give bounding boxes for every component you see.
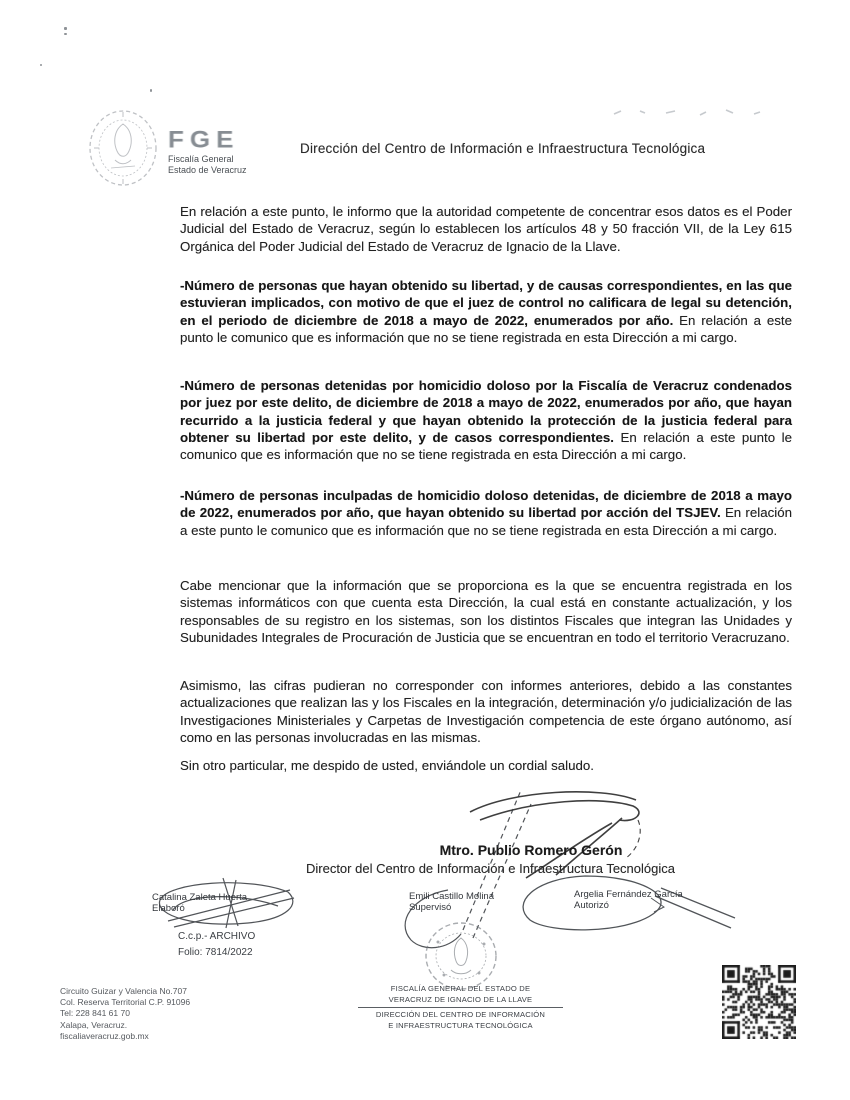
logo-name-line1: Fiscalía General xyxy=(168,154,234,164)
signoff-role: Autorizó xyxy=(574,900,609,911)
page-title: Dirección del Centro de Información e Infraestructura Tecnológica xyxy=(300,141,706,156)
paragraph-bold: -Número de personas inculpadas de homicidio doloso detenidas, de diciembre de 2018 a mayo de 2022, enumerados por año, que hayan obtenido su libertad por acción del TSJEV. xyxy=(180,488,792,521)
paragraph-text: En relación a este punto le comunico que es información que no se tiene registrada en esta Dirección a mi cargo. xyxy=(180,505,792,538)
folio-line: Folio: 7814/2022 xyxy=(178,947,253,958)
official-stamp-seal-icon xyxy=(418,920,504,992)
signoff-name: Emili Castillo Molina xyxy=(409,891,494,902)
paragraph-text: En relación a este punto le comunico que es información que no se tiene registrada en esta Dirección a mi cargo. xyxy=(180,312,792,345)
qr-code-icon xyxy=(722,965,796,1039)
paragraph-bold: -Número de personas que hayan obtenido su libertad, y de causas correspondientes, en las que estuvieran implicados, con motivo de que el juez de control no calificara de legal su detención, en el periodo de diciembre de 2018 a mayo de 2022, enumerados por año. xyxy=(180,278,792,328)
paragraph-closing xyxy=(180,757,792,774)
signoff-name: Argelia Fernández García xyxy=(574,889,683,900)
official-stamp-text xyxy=(358,984,563,1031)
footer-address xyxy=(60,986,190,1042)
fge-seal-icon xyxy=(84,104,162,192)
paragraph-text: Sin otro particular, me despido de usted, enviándole un cordial saludo. xyxy=(180,758,594,773)
signoff-elaboro xyxy=(152,892,247,914)
signoff-autorizo xyxy=(574,889,683,911)
paragraph-request-1 xyxy=(180,277,792,346)
stamp-line3: DIRECCIÓN DEL CENTRO DE INFORMACIÓN xyxy=(375,1010,546,1020)
paragraph-intro xyxy=(180,203,792,255)
signoff-name: Catalina Zaleta Huerta xyxy=(152,892,248,903)
paragraph-request-3 xyxy=(180,487,792,539)
paragraph-text: En relación a este punto, le informo que la autoridad competente de concentrar esos datos es el Poder Judicial del Estado de Veracruz, según lo establecen los artículos 48 y 50 fracción VII, de la Ley 615 Orgánica del Poder Judicial del Estado de Veracruz de Ignacio de la Llave. xyxy=(180,204,792,254)
logo-name-line2: Estado de Veracruz xyxy=(168,164,247,175)
paragraph-bold: -Número de personas detenidas por homicidio doloso por la Fiscalía de Veracruz condenados por juez por este delito, de diciembre de 2018 a mayo de 2022, enumerados por año, que hayan recurrido a la justicia federal y que hayan obtenido la protección de la justicia federal para obtener su libertad por este delito, y de casos correspondientes. xyxy=(180,378,792,445)
stamp-line2: VERACRUZ DE IGNACIO DE LA LLAVE xyxy=(388,994,533,1004)
scan-speck xyxy=(64,33,67,35)
paragraph-text: Asimismo, las cifras pudieran no corresponder con informes anteriores, debido a las constantes actualizaciones que realizan las y los Fiscales en la integración, determinación y/o judicialización de las Investigaciones Ministeriales y Carpetas de Investigación competencia de este órgano autónomo, así como en las personas involucradas en las mismas. xyxy=(180,678,792,745)
scan-speck xyxy=(150,89,152,92)
signoff-role: Elaboró xyxy=(152,903,185,914)
paragraph-updates-note xyxy=(180,677,792,746)
stamp-line4: E INFRAESTRUCTURA TECNOLÓGICA xyxy=(388,1020,533,1030)
scan-speck xyxy=(40,64,42,66)
signoff-role: Supervisó xyxy=(409,902,452,913)
ccp-archive-line: C.c.p.- ARCHIVO xyxy=(178,931,256,942)
address-phone: Tel: 228 841 61 70 xyxy=(60,1008,130,1019)
faint-scan-smudge xyxy=(608,104,778,120)
address-city: Xalapa, Veracruz. xyxy=(60,1019,128,1030)
fge-logo-text: FGE xyxy=(168,125,240,153)
signer-name: Mtro. Publio Romero Gerón xyxy=(439,842,623,858)
address-website: fiscaliaveracruz.gob.mx xyxy=(60,1030,149,1041)
address-street: Circuito Guizar y Valencia No.707 xyxy=(60,986,187,996)
paragraph-disclaimer xyxy=(180,577,792,646)
stamp-line1: FISCALÍA GENERAL DEL ESTADO DE xyxy=(390,984,531,993)
fge-logo-name xyxy=(168,154,247,175)
paragraph-text: En relación a este punto le comunico que es información que no se tiene registrada en esta Dirección a mi cargo. xyxy=(180,429,792,463)
scan-speck xyxy=(64,27,67,30)
address-colonia: Col. Reserva Territorial C.P. 91096 xyxy=(60,997,191,1008)
signoff-superviso xyxy=(409,891,494,913)
paragraph-text: Cabe mencionar que la información que se proporciona es la que se encuentra registrada en los sistemas informáticos con que cuenta esta Dirección, la cual está en constante actualización, y los responsables de su registro en los sistemas, son los distintos Fiscales que integran las Unidades y Subunidades Integrales de Procuración de Justicia que se encuentran en todo el territorio Veracruzano. xyxy=(180,578,792,645)
stamp-agency xyxy=(358,984,563,1008)
signer-title: Director del Centro de Información e Infraestructura Tecnológica xyxy=(305,861,675,876)
paragraph-request-2 xyxy=(180,377,792,463)
